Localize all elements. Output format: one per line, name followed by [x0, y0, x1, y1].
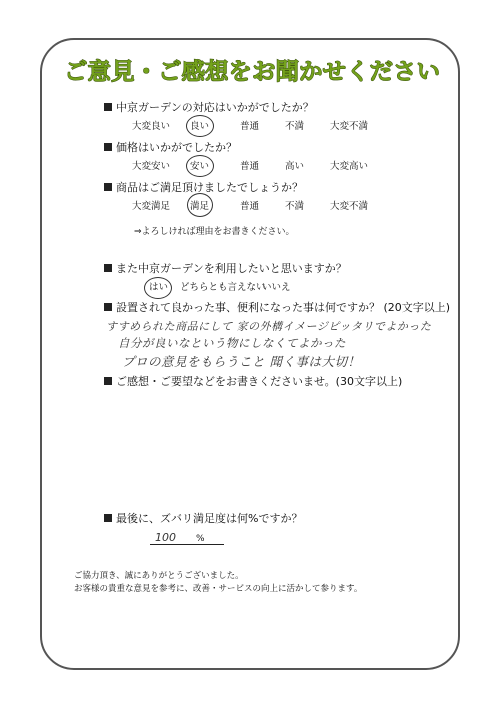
question-2-text: 価格はいかがでしたか？ [116, 141, 237, 154]
q5-answer-line-3: プロの意見をもらうこと 聞く事は大切！ [122, 354, 361, 369]
square-bullet-icon [104, 103, 112, 111]
q2-selection-circle [186, 155, 214, 177]
question-4-options [0, 281, 500, 295]
q1-option-very-unsatisfied[interactable]: 大変不満 [330, 121, 369, 132]
q2-option-cheap[interactable]: 安い [190, 161, 210, 172]
question-7-text: 最後に、ズバリ満足度は何%ですか？ [116, 512, 303, 525]
question-4-text: また中京ガーデンを利用したいと思いますか？ [116, 262, 347, 275]
question-6-text: ご感想・ご要望などをお書きくださいませ。(30文字以上) [116, 375, 403, 388]
q1-option-unsatisfied[interactable]: 不満 [285, 121, 305, 132]
question-4 [104, 262, 347, 276]
question-1-text: 中京ガーデンの対応はいかがでしたか？ [116, 101, 314, 114]
q1-option-very-good[interactable]: 大変良い [132, 121, 171, 132]
q4-option-yes[interactable]: はい [149, 282, 169, 293]
question-5-text: 設置されて良かった事、便利になった事は何ですか？ (20文字以上) [116, 301, 451, 314]
q4-selection-circle [144, 277, 172, 299]
title-graphic [62, 52, 442, 88]
square-bullet-icon [104, 377, 112, 385]
question-2 [104, 141, 237, 155]
q3-option-normal[interactable]: 普通 [240, 201, 260, 212]
satisfaction-value: 100 [155, 531, 176, 544]
q3-option-very-unsatisfied[interactable]: 大変不満 [330, 201, 369, 212]
square-bullet-icon [104, 264, 112, 272]
reason-note: ⇒よろしければ理由をお書きください。 [134, 227, 295, 237]
q3-option-very-satisfied[interactable]: 大変満足 [132, 201, 171, 212]
q2-option-very-cheap[interactable]: 大変安い [132, 161, 171, 172]
q2-option-normal[interactable]: 普通 [240, 161, 260, 172]
q1-option-good[interactable]: 良い [190, 121, 210, 132]
question-6 [104, 375, 402, 389]
q3-selection-circle [187, 193, 213, 217]
footer-thanks: ご協力頂き、誠にありがとうございました。 [74, 571, 244, 581]
square-bullet-icon [104, 143, 112, 151]
q1-selection-circle [186, 115, 214, 137]
q3-option-satisfied[interactable]: 満足 [190, 201, 210, 212]
q5-answer-line-2: 自分が良いなという物にしなくてよかった [118, 336, 346, 350]
page-title [62, 52, 442, 88]
satisfaction-underline [150, 544, 224, 545]
square-bullet-icon [104, 183, 112, 191]
q2-option-very-expensive[interactable]: 大変高い [330, 161, 369, 172]
square-bullet-icon [104, 303, 112, 311]
q2-option-expensive[interactable]: 高い [285, 161, 305, 172]
question-1-options [0, 120, 500, 134]
question-7 [104, 512, 302, 526]
footer-note: お客様の貴重な意見を参考に、改善・サービスの向上に活かして参ります。 [74, 584, 363, 594]
question-1 [104, 101, 314, 115]
question-3-text: 商品はご満足頂けましたでしょうか？ [116, 181, 303, 194]
q5-answer-line-1: すすめられた商品にして 家の外構イメージピッタリでよかった [106, 320, 432, 333]
q1-option-normal[interactable]: 普通 [240, 121, 260, 132]
satisfaction-unit: % [196, 534, 205, 544]
question-3-options [0, 200, 500, 214]
q4-option-no[interactable]: いいえ [262, 282, 291, 293]
question-5 [104, 301, 450, 315]
q3-option-unsatisfied[interactable]: 不満 [285, 201, 305, 212]
title-text: ご意見・ご感想をお聞かせください [64, 59, 432, 85]
q4-option-neither[interactable]: どちらとも言えない [180, 282, 266, 293]
square-bullet-icon [104, 514, 112, 522]
question-2-options [0, 160, 500, 174]
